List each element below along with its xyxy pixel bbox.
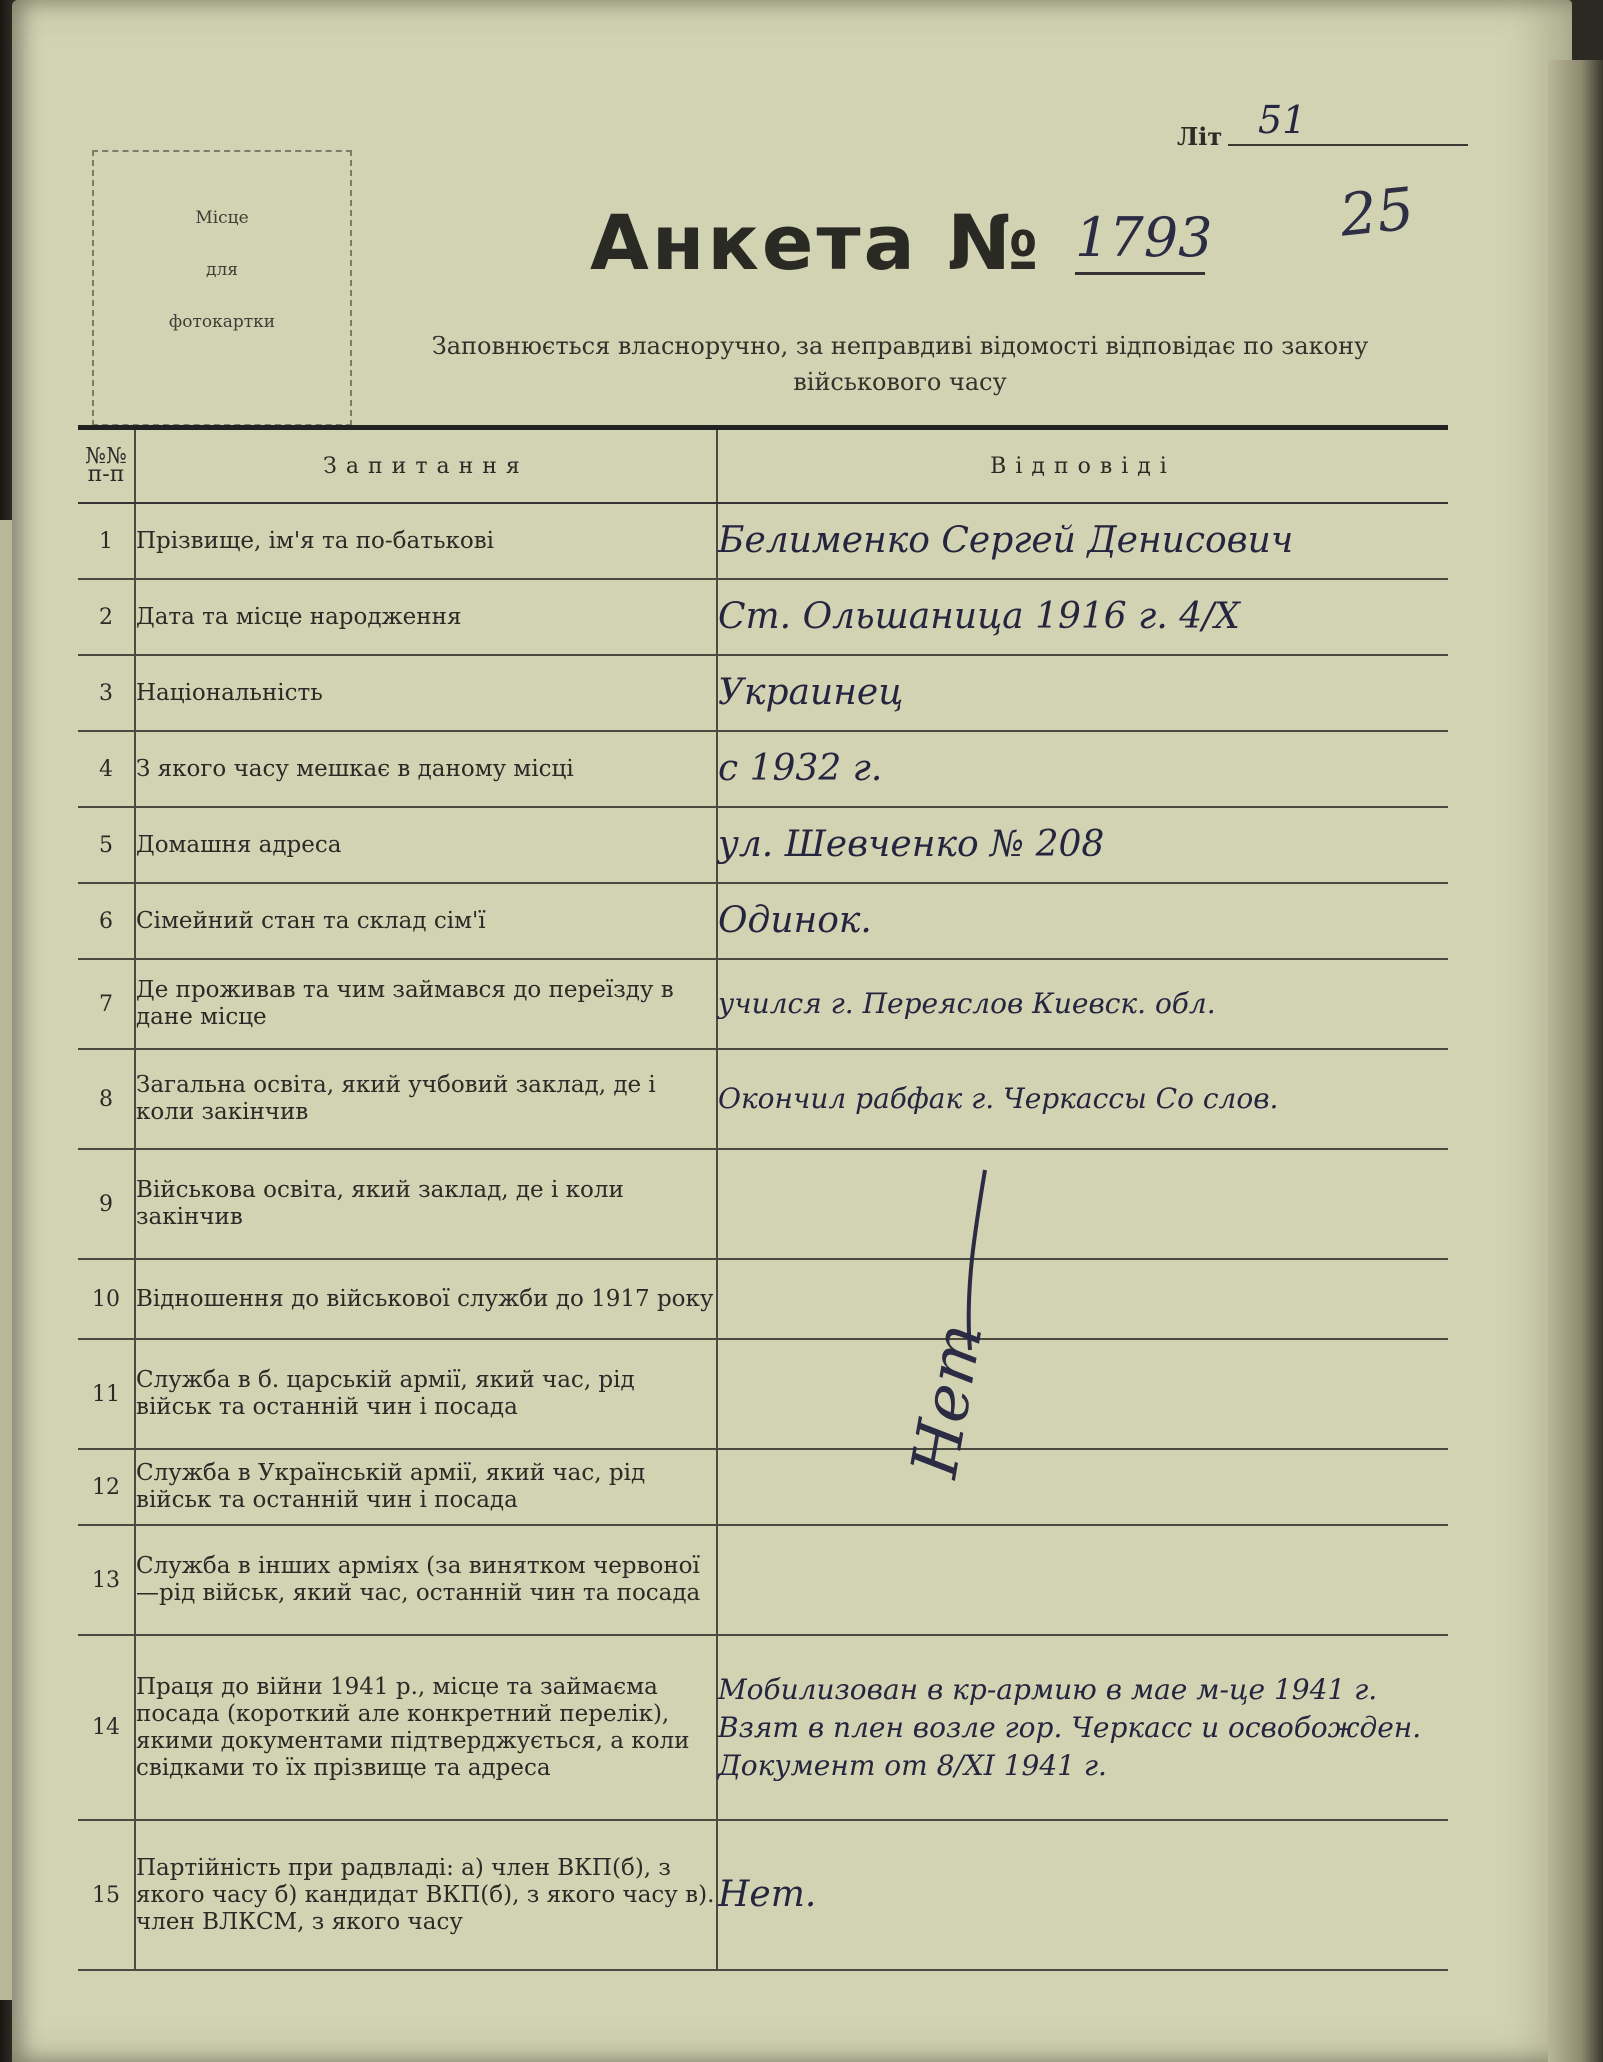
stacked-pages-edge	[1548, 60, 1603, 2062]
column-header-question: Запитання	[135, 428, 717, 504]
form-title: Анкета №	[590, 198, 1042, 287]
row-answer: Ст. Ольшаница 1916 г. 4/Х	[717, 579, 1448, 655]
row-question: Служба в Українській армії, який час, рід військ та останній чин і посада	[135, 1449, 717, 1525]
table-row	[78, 731, 1448, 807]
row-number: 14	[78, 1635, 135, 1820]
row-number: 12	[78, 1449, 135, 1525]
photo-label-line1: Місце	[195, 208, 249, 228]
table-row	[78, 1049, 1448, 1149]
row-question: Домашня адреса	[135, 807, 717, 883]
row-question: Дата та місце народження	[135, 579, 717, 655]
row-number: 2	[78, 579, 135, 655]
row-answer: Одинок.	[717, 883, 1448, 959]
row-question: Служба в інших арміях (за винятком червоної—рід військ, який час, останній чин та посада	[135, 1525, 717, 1635]
table-row	[78, 503, 1448, 579]
row-number: 13	[78, 1525, 135, 1635]
row-question: Прізвище, ім'я та по-батькові	[135, 503, 717, 579]
photo-label-line2: для	[206, 260, 238, 280]
form-number: 1793	[1075, 206, 1205, 275]
row-question: Сімейний стан та склад сім'ї	[135, 883, 717, 959]
row-number: 8	[78, 1049, 135, 1149]
row-answer: Мобилизован в кр-армию в мае м-це 1941 г. Взят в плен возле гор. Черкасс и освобожден. Документ от 8/XI 1941 г.	[717, 1635, 1448, 1820]
row-answer: учился г. Переяслов Киевск. обл.	[717, 959, 1448, 1049]
column-header-answer: Відповіді	[717, 428, 1448, 504]
row-number: 5	[78, 807, 135, 883]
photo-placeholder	[92, 150, 352, 426]
row-answer	[717, 1259, 1448, 1339]
row-number: 15	[78, 1820, 135, 1970]
row-question: Праця до війни 1941 р., місце та займаєма посада (короткий але конкретний перелік), якими документами підтверджується, а коли свідками то їх прізвище та адреса	[135, 1635, 717, 1820]
questionnaire-table	[78, 425, 1448, 1971]
row-answer: Белименко Сергей Денисович	[717, 503, 1448, 579]
instructions-line2: військового часу	[793, 368, 1007, 396]
row-question: Військова освіта, який заклад, де і коли закінчив	[135, 1149, 717, 1259]
row-answer: Украинец	[717, 655, 1448, 731]
photo-label-line3: фотокартки	[168, 312, 276, 332]
table-row	[78, 1525, 1448, 1635]
row-number: 4	[78, 731, 135, 807]
table-row	[78, 655, 1448, 731]
row-number: 3	[78, 655, 135, 731]
table-row	[78, 579, 1448, 655]
table-row	[78, 1339, 1448, 1449]
row-number: 6	[78, 883, 135, 959]
row-answer	[717, 1149, 1448, 1259]
table-row	[78, 1820, 1448, 1970]
row-answer: Нет.	[717, 1820, 1448, 1970]
row-question: Відношення до військової служби до 1917 року	[135, 1259, 717, 1339]
table-row	[78, 883, 1448, 959]
row-number: 11	[78, 1339, 135, 1449]
row-number: 10	[78, 1259, 135, 1339]
row-number: 7	[78, 959, 135, 1049]
row-answer	[717, 1339, 1448, 1449]
sheet-label: Літ	[1177, 122, 1223, 151]
row-answer: Окончил рабфак г. Черкассы Со слов.	[717, 1049, 1448, 1149]
table-row	[78, 1149, 1448, 1259]
row-question: Де проживав та чим займався до переїзду в дане місце	[135, 959, 717, 1049]
row-question: Служба в б. царській армії, який час, рід військ та останній чин і посада	[135, 1339, 717, 1449]
sheet-number: 51	[1228, 98, 1468, 146]
row-answer	[717, 1449, 1448, 1525]
row-number: 1	[78, 503, 135, 579]
row-answer: с 1932 г.	[717, 731, 1448, 807]
row-question: Партійність при радвладі: а) член ВКП(б), з якого часу б) кандидат ВКП(б), з якого часу в). член ВЛКСМ, з якого часу	[135, 1820, 717, 1970]
table-row	[78, 1635, 1448, 1820]
archive-page-number: 25	[1336, 174, 1418, 250]
row-question: З якого часу мешкає в даному місці	[135, 731, 717, 807]
table-row	[78, 959, 1448, 1049]
dash-answer-text: Нет	[897, 1317, 998, 1483]
row-answer	[717, 1525, 1448, 1635]
table-row	[78, 1259, 1448, 1339]
instructions-line1: Заповнюється власноручно, за неправдиві відомості відповідає по закону	[431, 332, 1369, 360]
table-row	[78, 1449, 1448, 1525]
row-question: Національність	[135, 655, 717, 731]
row-question: Загальна освіта, який учбовий заклад, де і коли закінчив	[135, 1049, 717, 1149]
column-header-number: №№ п-п	[78, 428, 135, 504]
table-row	[78, 807, 1448, 883]
row-answer: ул. Шевченко № 208	[717, 807, 1448, 883]
form-instructions	[380, 328, 1420, 400]
row-number: 9	[78, 1149, 135, 1259]
